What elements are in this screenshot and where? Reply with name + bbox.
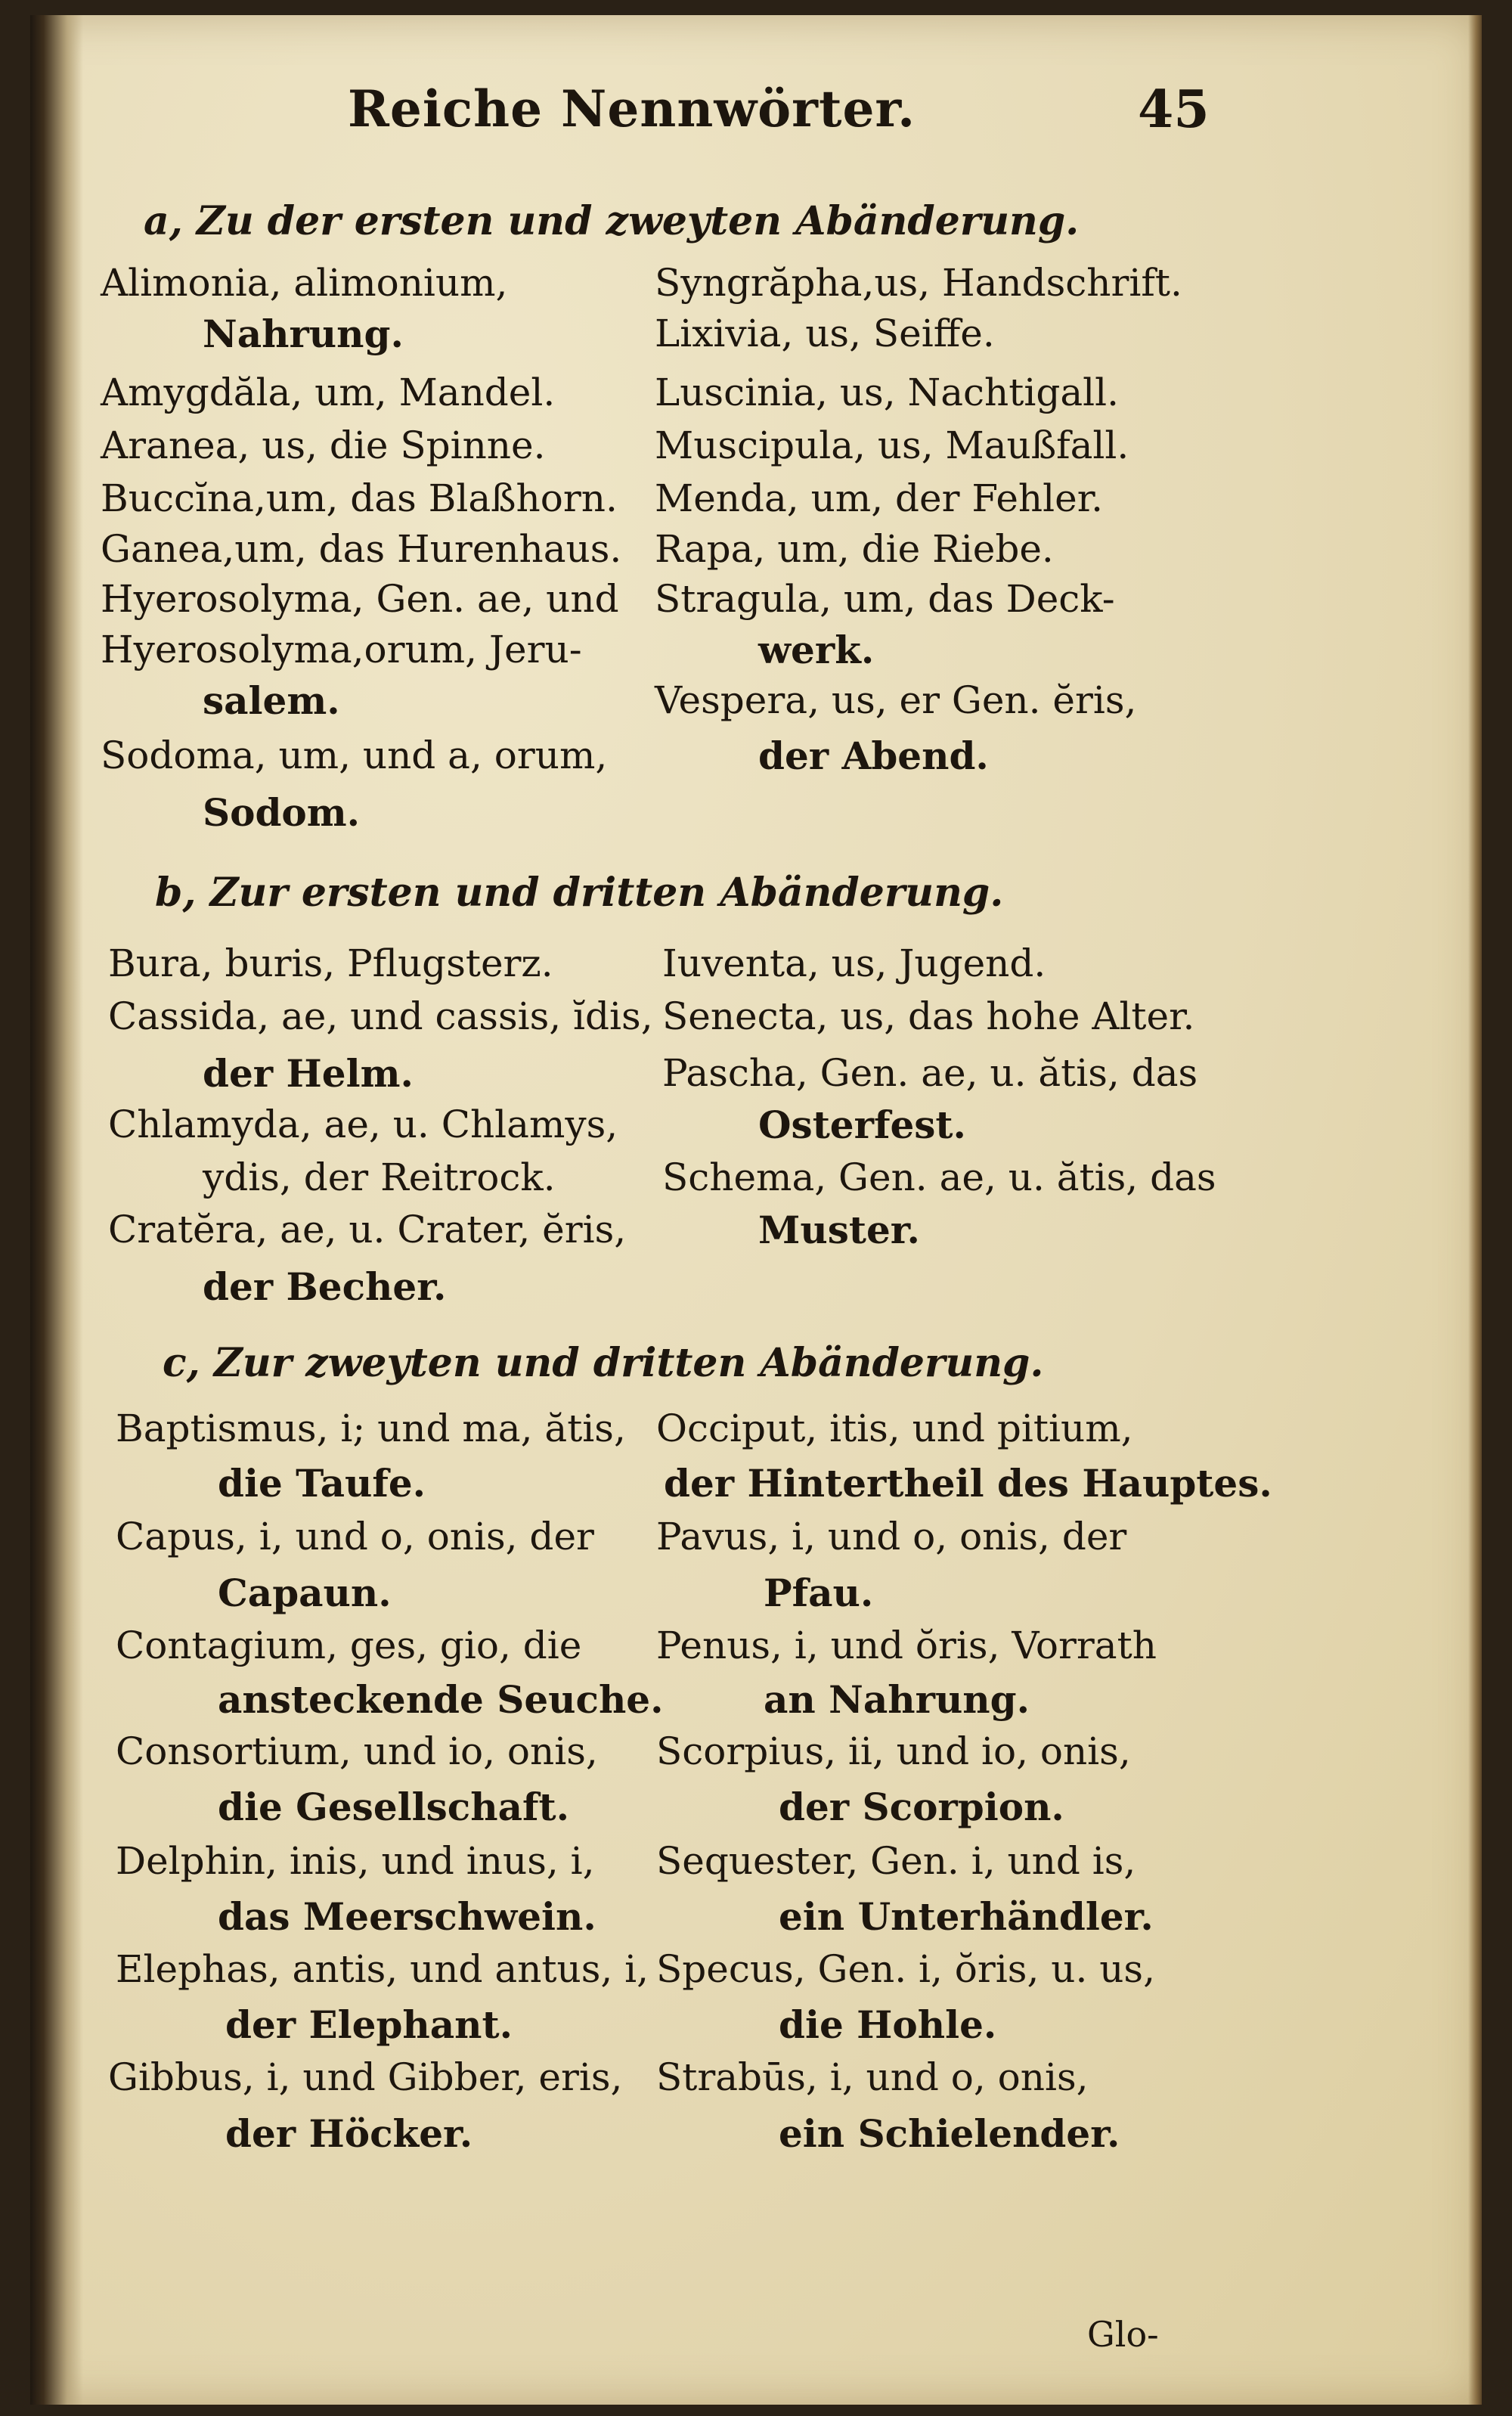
entry-left: Aranea, us, die Spinne.	[101, 423, 546, 467]
entry-right: Luscinia, us, Nachtigall.	[655, 371, 1120, 414]
entry-left: Contagium, ges, gio, die	[116, 1624, 582, 1667]
entry-left: Sodoma, um, und a, orum,	[101, 733, 608, 777]
entry-right: Vespera, us, er Gen. ĕris,	[655, 678, 1137, 722]
entry-left: die Gesellschaft.	[218, 1785, 569, 1829]
entry-left: Chlamyda, ae, u. Chlamys,	[108, 1103, 618, 1146]
entry-right: Osterfest.	[758, 1103, 966, 1147]
entry-left: Sodom.	[203, 790, 361, 835]
book-gutter	[30, 15, 83, 2405]
entry-left: die Taufe.	[218, 1461, 426, 1506]
entry-left: Amygdăla, um, Mandel.	[101, 371, 556, 414]
entry-left: der Helm.	[203, 1051, 414, 1096]
entry-right: Lixivia, us, Seiffe.	[655, 312, 995, 355]
entry-right: Syngrăpha,us, Handschrift.	[655, 261, 1182, 305]
entry-right: der Scorpion.	[779, 1785, 1064, 1829]
entry-left: Nahrung.	[203, 312, 404, 356]
section-heading-c: c, Zur zweyten und dritten Abänderung.	[163, 1340, 1044, 1386]
entry-right: Schema, Gen. ae, u. ătis, das	[662, 1155, 1216, 1199]
entry-left: Buccĭna,um, das Blaßhorn.	[101, 476, 618, 520]
running-header: Reiche Nennwörter.	[348, 79, 916, 138]
entry-left: Cassida, ae, und cassis, ĭdis,	[108, 994, 653, 1038]
entry-left: ansteckende Seuche.	[218, 1677, 664, 1722]
entry-left: ydis, der Reitrock.	[203, 1155, 556, 1199]
entry-right: Muscipula, us, Maußfall.	[655, 423, 1129, 467]
entry-left: Gibbus, i, und Gibber, eris,	[108, 2055, 623, 2099]
entry-left: Hyerosolyma, Gen. ae, und	[101, 577, 619, 621]
entry-left: salem.	[203, 678, 340, 723]
entry-right: Scorpius, ii, und io, onis,	[656, 1729, 1131, 1773]
entry-right: werk.	[758, 628, 875, 672]
entry-left: Consortium, und io, onis,	[116, 1729, 598, 1773]
page-number: 45	[1138, 79, 1210, 140]
entry-right: der Hintertheil des Hauptes.	[664, 1461, 1272, 1506]
entry-left: der Höcker.	[225, 2111, 473, 2156]
entry-right: ein Unterhändler.	[779, 1894, 1154, 1939]
entry-left: Ganea,um, das Hurenhaus.	[101, 527, 622, 571]
entry-right: Pfau.	[764, 1571, 874, 1615]
entry-left: das Meerschwein.	[218, 1894, 596, 1939]
entry-right: Occiput, itis, und pitium,	[656, 1406, 1133, 1450]
entry-left: Baptismus, i; und ma, ătis,	[116, 1406, 626, 1450]
entry-right: Menda, um, der Fehler.	[655, 476, 1104, 520]
entry-right: Muster.	[758, 1208, 920, 1252]
entry-left: der Becher.	[203, 1264, 447, 1309]
entry-left: Alimonia, alimonium,	[101, 261, 508, 305]
entry-left: Bura, buris, Pflugsterz.	[108, 941, 553, 985]
entry-right: an Nahrung.	[764, 1677, 1030, 1722]
section-heading-a: a, Zu der ersten und zweyten Abänderung.	[144, 198, 1080, 244]
entry-left: der Elephant.	[225, 2002, 513, 2047]
entry-left: Cratĕra, ae, u. Crater, ĕris,	[108, 1208, 627, 1251]
entry-left: Capus, i, und o, onis, der	[116, 1515, 594, 1558]
catchword: Glo-	[1087, 2314, 1159, 2355]
entry-right: Stragula, um, das Deck-	[655, 577, 1115, 621]
entry-left: Delphin, inis, und inus, i,	[116, 1839, 595, 1883]
entry-left: Hyerosolyma,orum, Jeru-	[101, 628, 582, 671]
entry-right: Penus, i, und ŏris, Vorrath	[656, 1624, 1157, 1667]
entry-right: Strabūs, i, und o, onis,	[656, 2055, 1089, 2099]
entry-right: Pascha, Gen. ae, u. ătis, das	[662, 1051, 1198, 1095]
entry-right: ein Schielender.	[779, 2111, 1120, 2156]
entry-left: Elephas, antis, und antus, i,	[116, 1947, 649, 1991]
page-edge	[1468, 15, 1482, 2405]
entry-right: Senecta, us, das hohe Alter.	[662, 994, 1195, 1038]
entry-right: Specus, Gen. i, ŏris, u. us,	[656, 1947, 1155, 1991]
section-heading-b: b, Zur ersten und dritten Abänderung.	[155, 870, 1004, 916]
entry-right: Sequester, Gen. i, und is,	[656, 1839, 1136, 1883]
entry-right: Iuventa, us, Jugend.	[662, 941, 1046, 985]
entry-right: der Abend.	[758, 733, 989, 778]
entry-right: Pavus, i, und o, onis, der	[656, 1515, 1127, 1558]
entry-right: die Hohle.	[779, 2002, 997, 2047]
entry-left: Capaun.	[218, 1571, 392, 1615]
entry-right: Rapa, um, die Riebe.	[655, 527, 1054, 571]
